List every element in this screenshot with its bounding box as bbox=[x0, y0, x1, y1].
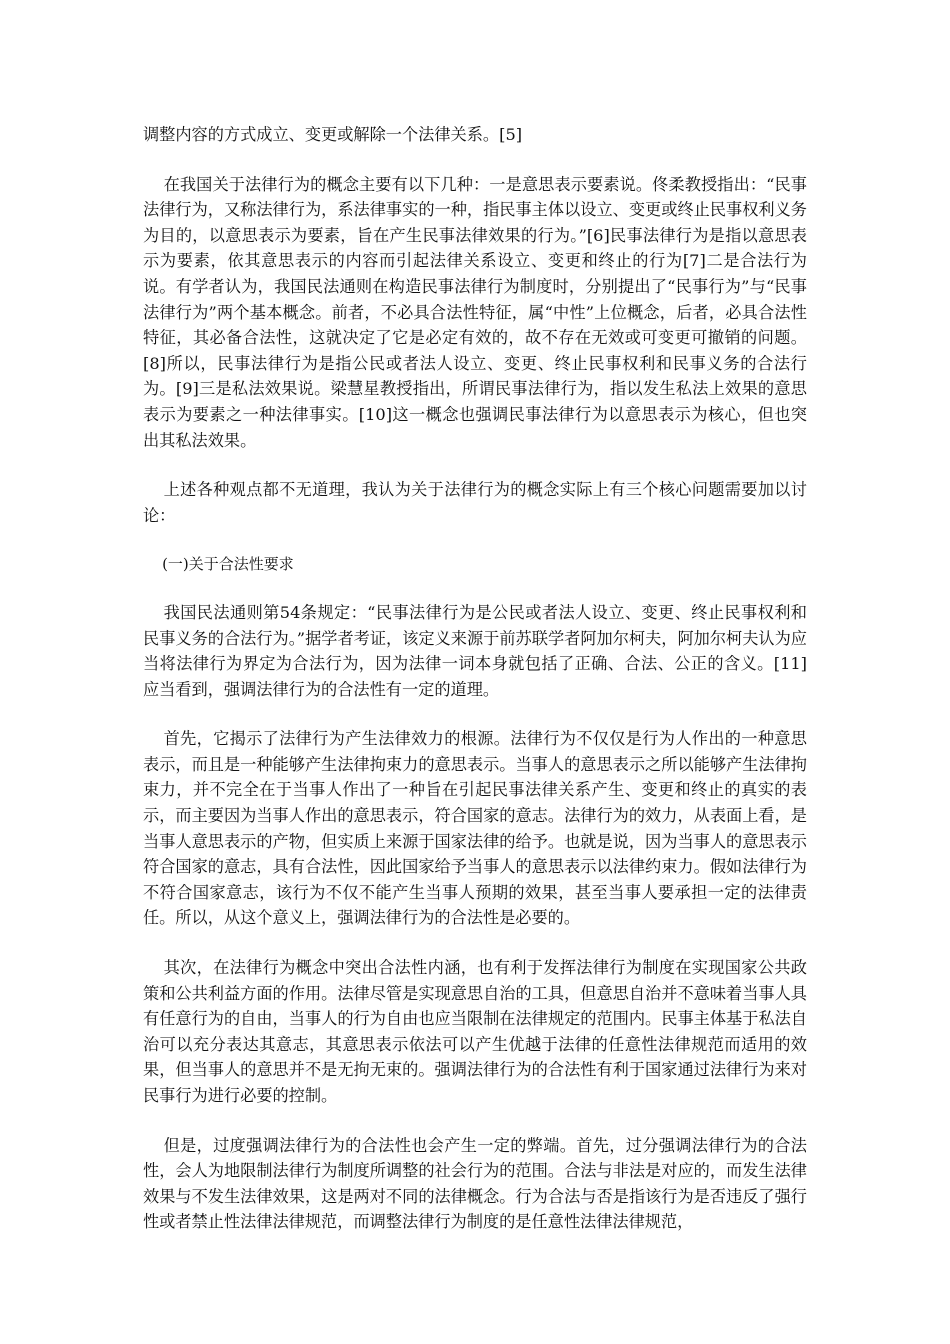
paragraph-7: 但是，过度强调法律行为的合法性也会产生一定的弊端。首先，过分强调法律行为的合法性，会人为地限制法律行为制度所调整的社会行为的范围。合法与非法是对应的，而发生法律效果与不发生法律效果，这是两对不同的法律概念。行为合法与否是指该行为是否违反了强行性或者禁止性法律法律规范，而调整法律行为制度的是任意性法律法律规范， bbox=[143, 1135, 807, 1232]
document-body bbox=[143, 108, 807, 1259]
section-heading: (一)关于合法性要求 bbox=[162, 555, 294, 574]
paragraph-6: 其次，在法律行为概念中突出合法性内涵，也有利于发挥法律行为制度在实现国家公共政策和公共利益方面的作用。法律尽管是实现意思自治的工具，但意思自治并不意味着当事人具有任意行为的自由，当事人的行为自由也应当限制在法律规定的范围内。民事主体基于私法自治可以充分表达其意志，其意思表示依法可以产生优越于法律的任意性法律规范而适用的效果，但当事人的意思并不是无拘无束的。强调法律行为的合法性有利于国家通过法律行为来对民事行为进行必要的控制。 bbox=[143, 958, 807, 1105]
paragraph-2: 在我国关于法律行为的概念主要有以下几种：一是意思表示要素说。佟柔教授指出：“民事法律行为，又称法律行为，系法律事实的一种，指民事主体以设立、变更或终止民事权利义务为目的，以意思表示为要素，旨在产生民事法律效果的行为。”[6]民事法律行为是指以意思表示为要素，依其意思表示的内容而引起法律关系设立、变更和终止的行为[7]二是合法行为说。有学者认为，我国民法通则在构造民事法律行为制度时，分别提出了“民事行为”与“民事法律行为”两个基本概念。前者，不必具合法性特征，属“中性”上位概念，后者，必具合法性特征，其必备合法性，这就决定了它是必定有效的，故不存在无效或可变更可撤销的问题。[8]所以，民事法律行为是指公民或者法人设立、变更、终止民事权利和民事义务的合法行为。[9]三是私法效果说。梁慧星教授指出，所谓民事法律行为，指以发生私法上效果的意思表示为要素之一种法律事实。[10]这一概念也强调民事法律行为以意思表示为核心，但也突出其私法效果。 bbox=[143, 174, 807, 450]
paragraph-1: 调整内容的方式成立、变更或解除一个法律关系。[5] bbox=[143, 125, 523, 144]
paragraph-3: 上述各种观点都不无道理，我认为关于法律行为的概念实际上有三个核心问题需要加以讨论： bbox=[143, 480, 807, 525]
paragraph-4: 我国民法通则第54条规定：“民事法律行为是公民或者法人设立、变更、终止民事权利和民事义务的合法行为。”据学者考证，该定义来源于前苏联学者阿加尔柯夫，阿加尔柯夫认为应当将法律行为界定为合法行为，因为法律一词本身就包括了正确、合法、公正的含义。[11]应当看到，强调法律行为的合法性有一定的道理。 bbox=[143, 602, 807, 699]
paragraph-5: 首先，它揭示了法律行为产生法律效力的根源。法律行为不仅仅是行为人作出的一种意思表示，而且是一种能够产生法律拘束力的意思表示。当事人的意思表示之所以能够产生法律拘束力，并不完全在于当事人作出了一种旨在引起民事法律关系产生、变更和终止的真实的表示，而主要因为当事人作出的意思表示，符合国家的意志。法律行为的效力，从表面上看，是当事人意思表示的产物，但实质上来源于国家法律的给予。也就是说，因为当事人的意思表示符合国家的意志，具有合法性，因此国家给予当事人的意思表示以法律约束力。假如法律行为不符合国家意志，该行为不仅不能产生当事人预期的效果，甚至当事人要承担一定的法律责任。所以，从这个意义上，强调法律行为的合法性是必要的。 bbox=[143, 729, 807, 928]
